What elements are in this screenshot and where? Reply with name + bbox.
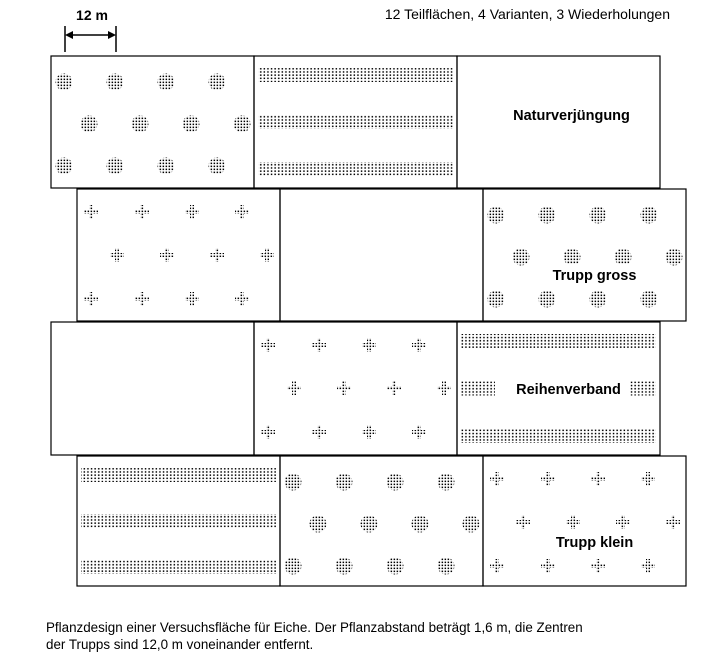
variant-label: Reihenverband (516, 382, 621, 398)
plot-naturverjuengung (457, 56, 660, 188)
plant-cluster-small (412, 425, 426, 439)
plot-border (483, 456, 686, 586)
plant-cluster-small (412, 338, 426, 352)
plot-border (254, 322, 457, 455)
plant-cluster-large (641, 207, 658, 224)
plant-cluster-large (438, 474, 455, 491)
plot-naturverjuengung (51, 322, 254, 455)
plant-cluster-small (641, 559, 655, 573)
plant-cluster-large (209, 74, 226, 91)
plot-trupp-klein (77, 189, 280, 321)
plant-cluster-small (260, 248, 274, 262)
plant-cluster-small (362, 338, 376, 352)
plant-cluster-large (158, 74, 175, 91)
plant-cluster-large (336, 558, 353, 575)
plot-trupp-klein (254, 322, 457, 455)
planting-row (461, 334, 656, 348)
plant-cluster-large (56, 74, 73, 91)
plant-cluster-large (158, 158, 175, 175)
plant-cluster-small (490, 559, 504, 573)
plot-border (77, 189, 280, 321)
plant-cluster-small (287, 381, 301, 395)
plant-cluster-small (337, 381, 351, 395)
arrowhead-left-icon (65, 31, 73, 39)
plant-cluster-large (209, 158, 226, 175)
plant-cluster-small (84, 205, 98, 219)
plant-cluster-large (234, 116, 251, 133)
caption-line-2: der Trupps sind 12,0 m voneinander entfernt. (46, 637, 314, 652)
plant-cluster-small (641, 472, 655, 486)
diagram-header: 12 Teilflächen, 4 Varianten, 3 Wiederholungen (384, 6, 670, 22)
plant-cluster-small (210, 248, 224, 262)
plant-cluster-small (84, 292, 98, 306)
plot-border (280, 189, 483, 321)
plant-cluster-small (261, 425, 275, 439)
plant-cluster-large (132, 116, 149, 133)
plant-cluster-large (615, 249, 632, 266)
figure-caption (46, 619, 686, 653)
plant-cluster-small (135, 205, 149, 219)
plant-cluster-large (183, 116, 200, 133)
plant-cluster-large (641, 291, 658, 308)
plant-cluster-large (590, 207, 607, 224)
planting-row (461, 382, 495, 396)
plant-cluster-small (541, 559, 555, 573)
plant-cluster-small (516, 515, 530, 529)
plant-cluster-small (135, 292, 149, 306)
plant-cluster-small (235, 292, 249, 306)
plant-cluster-small (312, 425, 326, 439)
plant-cluster-small (261, 338, 275, 352)
plot-reihenverband (457, 322, 660, 455)
plant-cluster-large (539, 291, 556, 308)
plant-cluster-large (513, 249, 530, 266)
plot-border (51, 322, 254, 455)
planting-row (258, 115, 453, 129)
plant-cluster-large (107, 74, 124, 91)
plant-cluster-large (310, 516, 327, 533)
plant-cluster-large (438, 558, 455, 575)
plant-cluster-large (56, 158, 73, 175)
planting-row (81, 560, 276, 574)
plant-cluster-small (312, 338, 326, 352)
plant-cluster-large (361, 516, 378, 533)
plant-cluster-small (387, 381, 401, 395)
plant-cluster-small (591, 472, 605, 486)
variant-label: Trupp gross (552, 268, 637, 284)
planting-row (258, 68, 453, 82)
plant-cluster-small (616, 515, 630, 529)
plant-cluster-small (490, 472, 504, 486)
plant-cluster-small (110, 248, 124, 262)
plot-reihenverband (254, 56, 457, 188)
plant-cluster-large (564, 249, 581, 266)
variant-label: Trupp klein (555, 535, 634, 551)
plant-cluster-large (539, 207, 556, 224)
plant-cluster-small (591, 559, 605, 573)
scale-bar (65, 7, 116, 52)
plant-cluster-small (235, 205, 249, 219)
plant-cluster-large (285, 474, 302, 491)
variant-label: Naturverjüngung (513, 108, 630, 124)
plot-trupp-gross (483, 189, 686, 321)
scale-label: 12 m (76, 7, 108, 23)
planting-row (258, 162, 453, 176)
plant-cluster-large (590, 291, 607, 308)
plant-cluster-large (81, 116, 98, 133)
plant-cluster-small (362, 425, 376, 439)
plot-trupp-gross (51, 56, 254, 188)
plant-cluster-small (160, 248, 174, 262)
plant-cluster-small (566, 515, 580, 529)
plant-cluster-small (437, 381, 451, 395)
plant-cluster-large (107, 158, 124, 175)
plot-naturverjuengung (280, 189, 483, 321)
caption-line-1: Pflanzdesign einer Versuchsfläche für Eiche. Der Pflanzabstand beträgt 1,6 m, die Zentren (46, 620, 583, 635)
plot-trupp-gross (280, 456, 483, 586)
plant-cluster-large (336, 474, 353, 491)
planting-row (461, 429, 656, 443)
plant-cluster-small (666, 515, 680, 529)
plant-cluster-large (488, 207, 505, 224)
plant-cluster-large (666, 249, 683, 266)
planting-row (81, 468, 276, 482)
planting-row (81, 514, 276, 528)
plot-trupp-klein (483, 456, 686, 586)
plant-cluster-large (387, 474, 404, 491)
plant-cluster-small (541, 472, 555, 486)
plant-cluster-large (463, 516, 480, 533)
plant-cluster-large (488, 291, 505, 308)
plant-cluster-large (412, 516, 429, 533)
plant-cluster-small (185, 205, 199, 219)
plant-cluster-large (285, 558, 302, 575)
plant-cluster-large (387, 558, 404, 575)
plant-cluster-small (185, 292, 199, 306)
arrowhead-right-icon (108, 31, 116, 39)
planting-row (630, 382, 656, 396)
plot-reihenverband (77, 456, 280, 586)
